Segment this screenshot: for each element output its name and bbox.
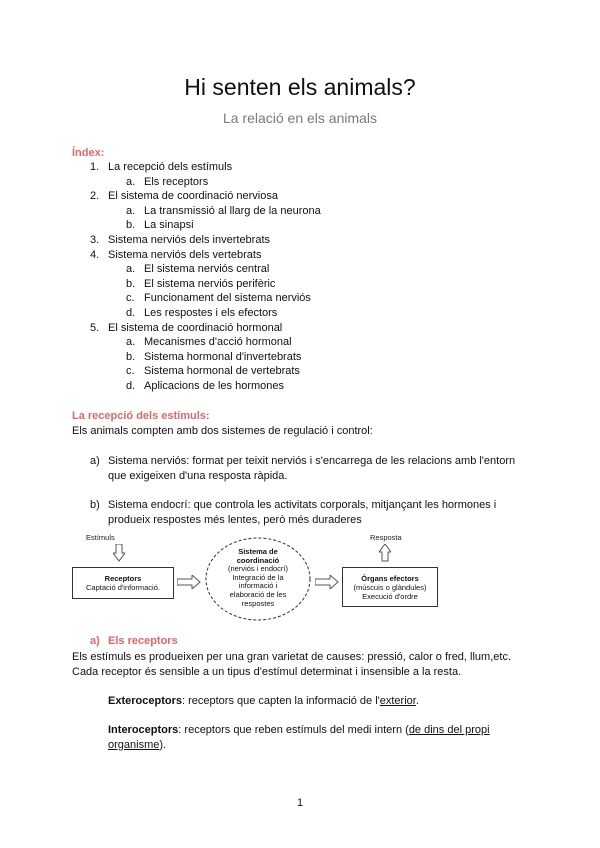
toc-subitem-label: Funcionament del sistema nerviós <box>144 292 311 305</box>
exteroceptors-text: : receptors que capten la informació de l' <box>181 695 380 707</box>
interoceptors-end: ). <box>159 739 167 751</box>
toc-item-label: El sistema de coordinació hormonal <box>108 321 283 334</box>
coordination-title-2: coordinació <box>236 555 280 565</box>
internal-link-2[interactable]: organisme <box>108 739 160 751</box>
toc-item <box>90 321 282 336</box>
toc-item <box>90 233 270 248</box>
coordination-line-2: Integració de la <box>232 572 284 582</box>
receptors-paragraph-2: Cada receptor és sensible a un tipus d'estímul determinat i insensible a la resta. <box>72 666 462 678</box>
arrow-right-icon <box>315 575 339 589</box>
effectors-title: Òrgans efectors <box>361 574 419 583</box>
receptors-title: Receptors <box>104 574 142 583</box>
toc-item-label: Sistema nerviós dels invertebrats <box>108 234 271 246</box>
section-heading-recepcio: La recepció dels estímuls: <box>72 410 210 422</box>
toc-subitem <box>126 218 194 233</box>
toc-subitem-letter: c. <box>126 365 135 378</box>
page-number: 1 <box>296 797 304 809</box>
toc-item-label: El sistema de coordinació nerviosa <box>108 190 278 203</box>
arrow-up-icon <box>379 544 391 562</box>
effectors-line-2: Execució d'ordre <box>362 592 418 601</box>
toc-subitem-letter: b. <box>126 277 136 290</box>
subsection-heading-receptors: Els receptors <box>108 635 178 647</box>
toc-subitem-letter: b. <box>126 219 136 232</box>
toc-item-label: Sistema nerviós dels vertebrats <box>108 248 262 261</box>
subsection-label-a: a) <box>90 635 100 647</box>
receptors-paragraph-1: Els estímuls es produeixen per una gran varietat de causes: pressió, calor o fred, llum,etc. <box>72 651 511 663</box>
toc-item-label: La recepció dels estímuls <box>108 161 233 173</box>
toc-subitem-letter: a. <box>126 263 136 276</box>
toc-subitem-letter: c. <box>126 292 135 305</box>
toc-subitem-label: Les respostes i els efectors <box>144 307 278 319</box>
internal-link-1[interactable]: de dins del propi <box>408 724 490 736</box>
toc-subitem-label: Sistema hormonal de vertebrats <box>144 365 300 378</box>
toc-subitem-label: Sistema hormonal d'invertebrats <box>144 350 302 363</box>
receptors-subtitle: Captació d'informació. <box>86 583 160 592</box>
toc-subitem <box>126 204 321 219</box>
list-label-b: b) <box>90 499 100 511</box>
toc-item-number: 5. <box>90 321 100 334</box>
interoceptors-line <box>108 723 490 738</box>
effectors-line-1: (múscuis o glàndules) <box>353 583 427 592</box>
toc-item-number: 2. <box>90 190 100 203</box>
toc-item <box>90 248 261 263</box>
toc-subitem-letter: a. <box>126 204 136 217</box>
interoceptors-line-2 <box>108 738 166 753</box>
toc-subitem <box>126 291 311 306</box>
interoceptors-text: : receptors que reben estímuls del medi intern ( <box>178 724 409 736</box>
toc-subitem-label: Mecanismes d'acció hormonal <box>144 336 292 349</box>
interoceptors-term: Interoceptors <box>108 724 179 736</box>
response-label: Resposta <box>370 533 402 542</box>
toc-subitem <box>126 175 208 190</box>
document-subtitle: La relació en els animals <box>222 110 378 126</box>
toc-subitem-label: El sistema nerviós perifèric <box>144 277 276 290</box>
toc-subitem-letter: d. <box>126 307 136 319</box>
toc-subitem <box>126 262 269 277</box>
section-intro: Els animals compten amb dos sistemes de regulació i control: <box>72 425 373 437</box>
coordination-line-3: informació i <box>238 581 278 591</box>
toc-subitem <box>126 335 292 350</box>
exteroceptors-line <box>108 694 419 709</box>
toc-subitem-label: Aplicacions de les hormones <box>144 380 285 392</box>
toc-subitem <box>126 306 277 321</box>
exteroceptors-term: Exteroceptors <box>108 695 182 707</box>
nervous-system-line1: Sistema nerviós: format per teixit nerviós i s'encarrega de les relacions amb l'entorn <box>108 455 516 467</box>
toc-subitem-label: El sistema nerviós central <box>144 263 270 276</box>
document-title: Hi senten els animals? <box>184 74 416 100</box>
coordination-title-1: Sistema de <box>238 547 278 556</box>
toc-subitem-letter: d. <box>126 380 136 392</box>
coordination-line-1: (nerviós i endocrí) <box>227 564 289 574</box>
effectors-box <box>342 567 438 607</box>
exterior-link[interactable]: exterior <box>379 695 416 707</box>
toc-subitem <box>126 350 301 365</box>
coordination-line-5: respostes <box>241 598 275 608</box>
arrow-down-icon <box>113 544 125 562</box>
receptors-box <box>72 567 174 599</box>
toc-item-number: 4. <box>90 248 100 261</box>
nervous-system-line2: que exigeixen d'una resposta ràpida. <box>108 470 288 482</box>
toc-subitem-letter: b. <box>126 350 136 363</box>
coordination-text <box>214 548 302 608</box>
coordination-line-4: elaboració de les <box>229 589 287 599</box>
endocrine-system-line2: produeix respostes més lentes, però més duraderes <box>108 514 362 526</box>
toc-item <box>90 189 278 204</box>
arrow-right-icon <box>177 575 201 589</box>
toc-subitem <box>126 364 300 379</box>
toc-subitem-letter: a. <box>126 336 136 349</box>
endocrine-system-line1: Sistema endocrí: que controla les activitats corporals, mitjançant les hormones i <box>108 499 497 511</box>
toc-subitem-label: La transmissió al llarg de la neurona <box>144 204 321 217</box>
toc-item-number: 3. <box>90 234 100 246</box>
stimulus-label: Estímuls <box>86 533 115 542</box>
toc-item-number: 1. <box>90 161 100 173</box>
list-label-a: a) <box>90 455 100 467</box>
toc-item <box>90 160 232 175</box>
toc-subitem-label: Els receptors <box>144 175 209 188</box>
exteroceptors-end: . <box>415 695 419 707</box>
toc-subitem <box>126 277 275 292</box>
index-heading: Índex: <box>72 147 105 159</box>
toc-subitem-label: La sinapsi <box>144 219 194 232</box>
toc-subitem <box>126 379 284 394</box>
toc-subitem-letter: a. <box>126 175 136 188</box>
